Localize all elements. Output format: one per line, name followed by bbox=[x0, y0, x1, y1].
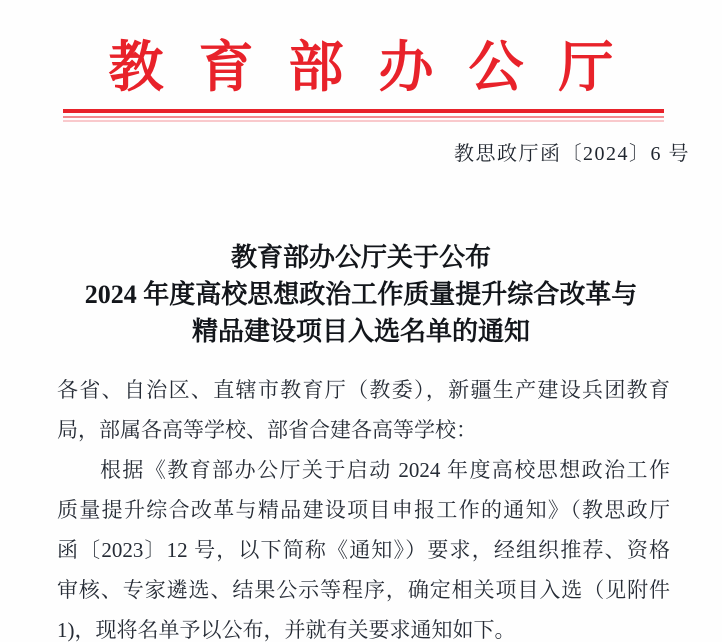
body-line-para-2: 质量提升综合改革与精品建设项目申报工作的通知》（教思政厅 bbox=[57, 498, 670, 522]
notice-title-line-1: 教育部办公厅关于公布 bbox=[230, 243, 491, 272]
body-line-para-4: 审核、专家遴选、结果公示等程序，确定相关项目入选（见附件 bbox=[57, 578, 670, 602]
body-line-para-1: 根据《教育部办公厅关于启动 2024 年度高校思想政治工作 bbox=[100, 458, 670, 482]
body-line-salutation-1: 各省、自治区、直辖市教育厅（教委），新疆生产建设兵团教育 bbox=[57, 378, 670, 402]
letterhead-divider bbox=[63, 109, 664, 122]
notice-title-line-2: 2024 年度高校思想政治工作质量提升综合改革与 bbox=[84, 280, 638, 309]
document-number: 教思政厅函〔2024〕6 号 bbox=[454, 143, 690, 165]
notice-title bbox=[0, 239, 722, 350]
body-line-salutation-2: 局，部属各高等学校、部省合建各高等学校： bbox=[57, 418, 477, 442]
body-line-para-5: 1)，现将名单予以公布，并就有关要求通知如下。 bbox=[57, 618, 516, 642]
letterhead-title: 教育部办公厅 bbox=[108, 37, 649, 98]
document-body bbox=[57, 370, 670, 642]
divider-stripe-light bbox=[63, 120, 664, 122]
body-line-para-3: 函〔2023〕12 号，以下简称《通知》）要求，经组织推荐、资格 bbox=[57, 538, 670, 562]
notice-title-line-3: 精品建设项目入选名单的通知 bbox=[191, 317, 530, 346]
